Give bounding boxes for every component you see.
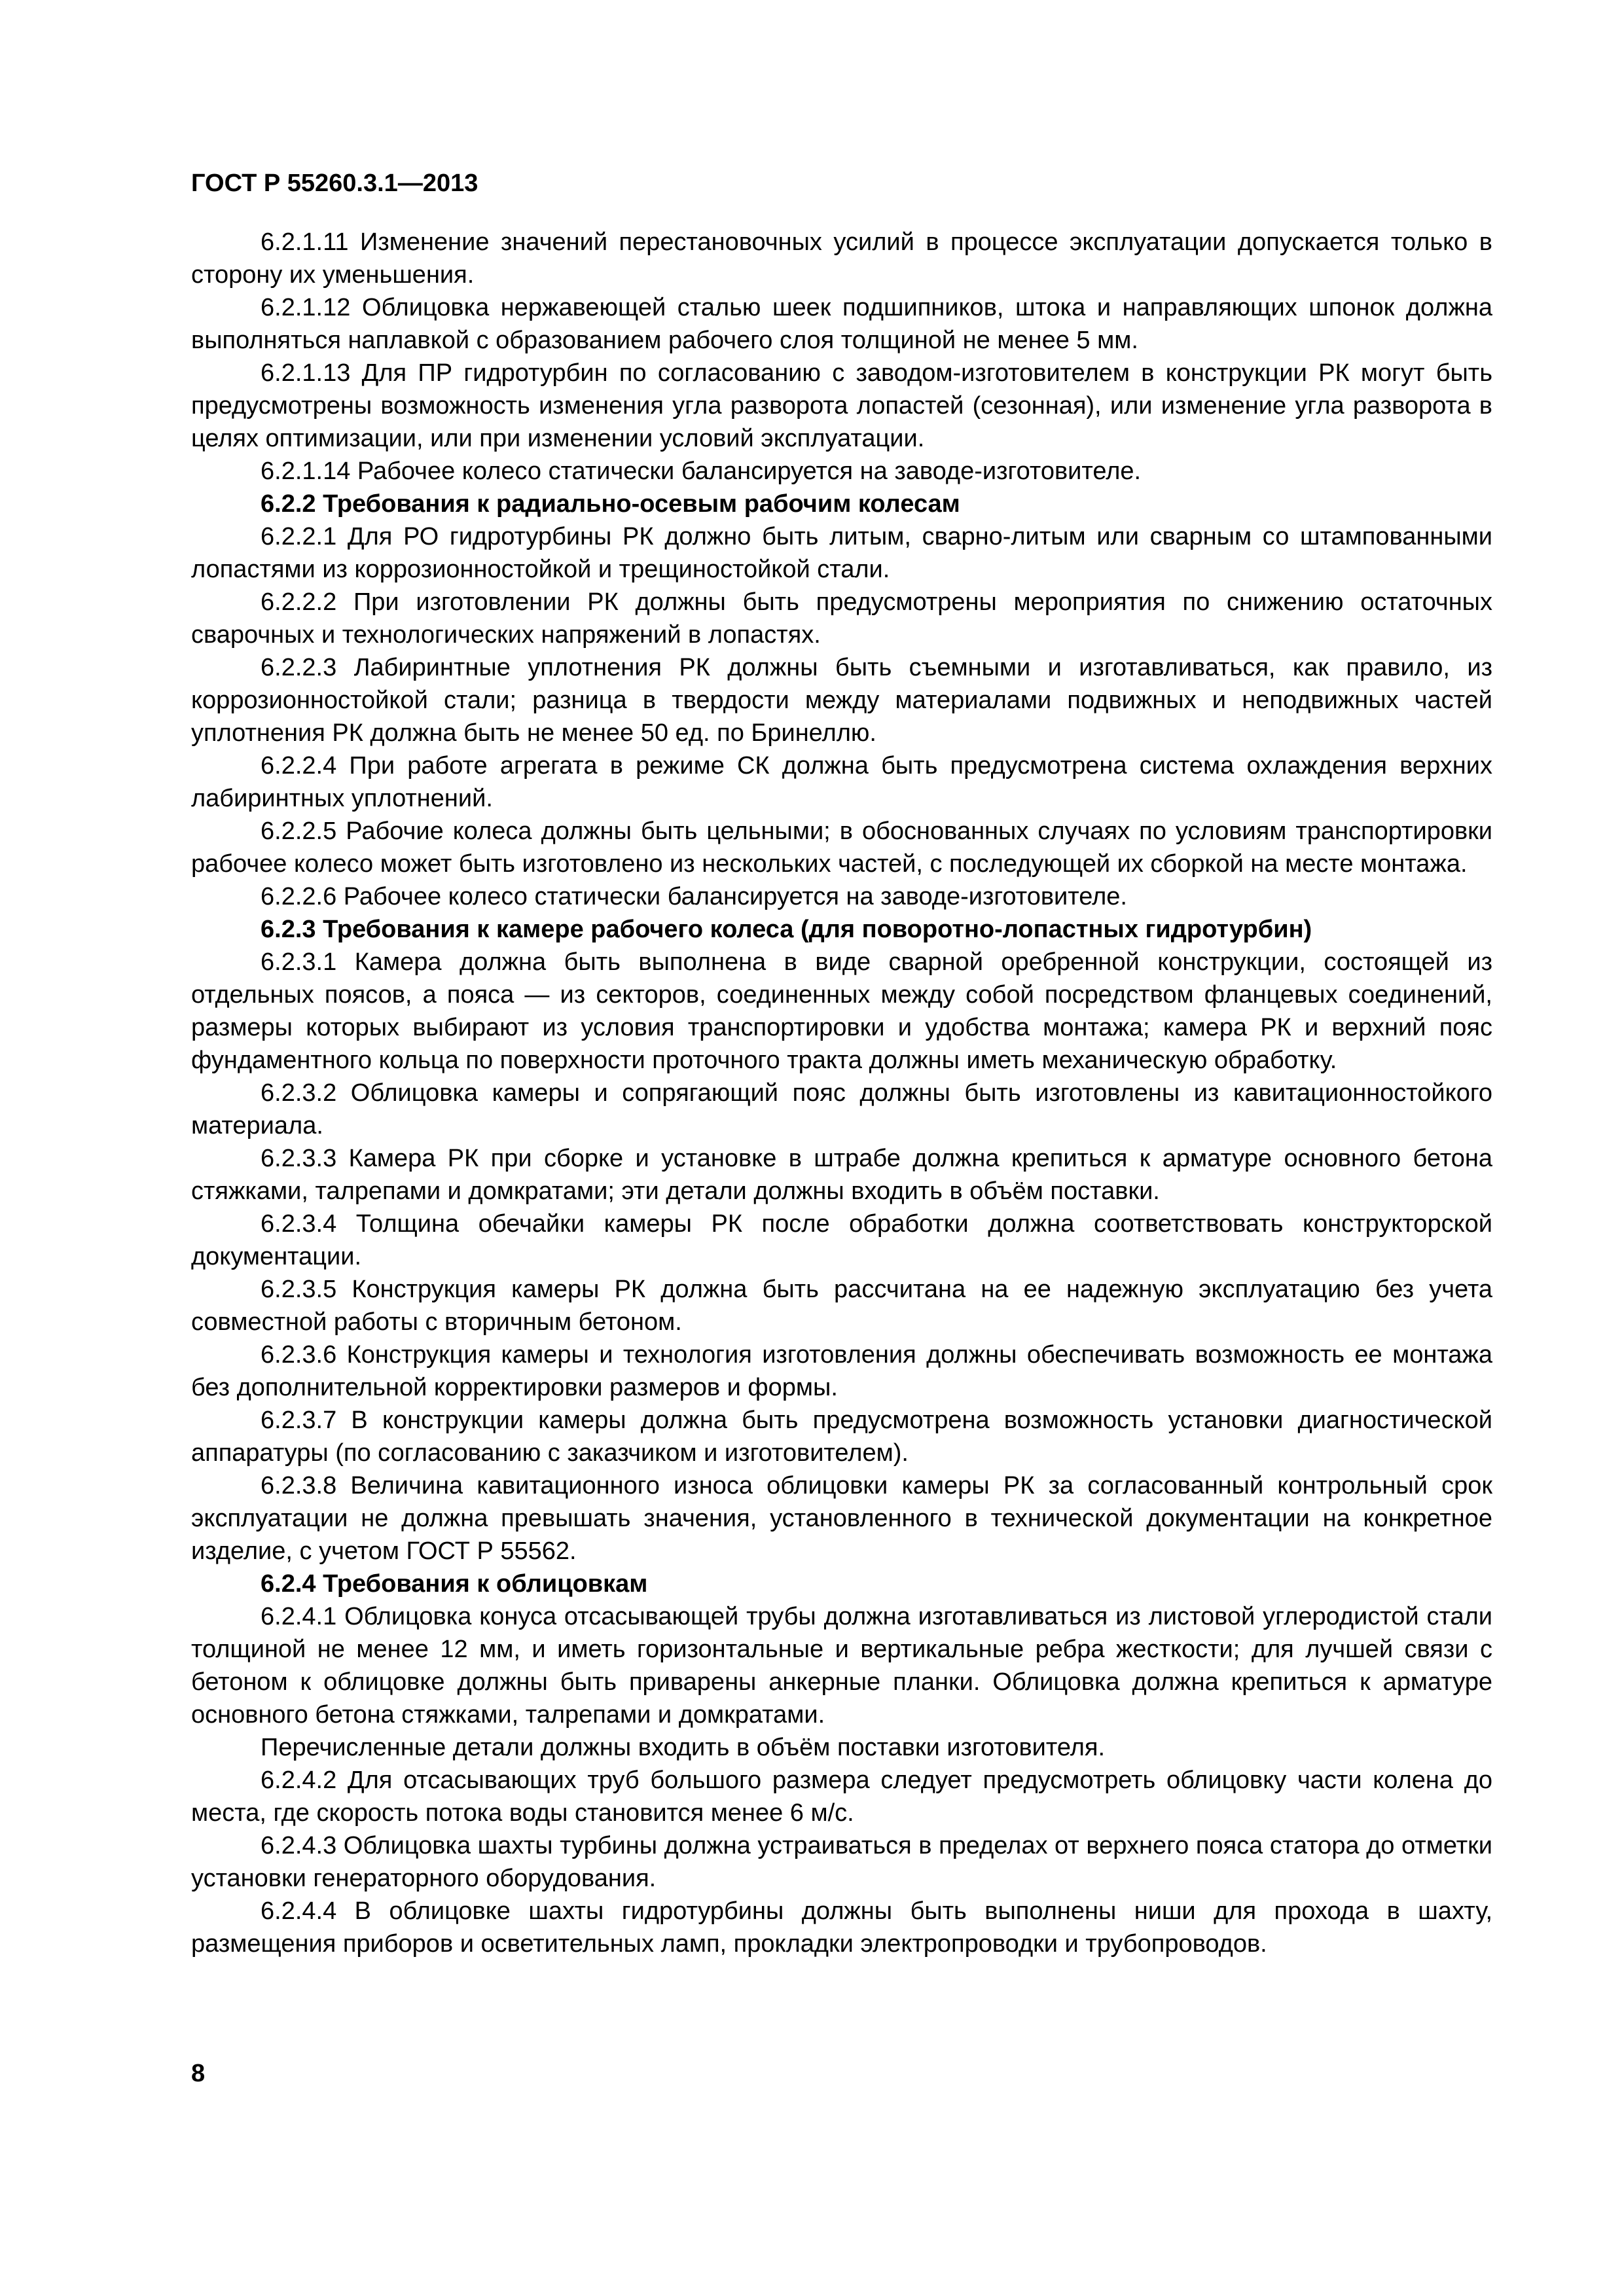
paragraph: 6.2.4.3 Облицовка шахты турбины должна устраиваться в пределах от верхнего пояса статора до отметки установки генераторного оборудования. bbox=[191, 1832, 1492, 1892]
paragraph: 6.2.1.13 Для ПР гидротурбин по согласованию с заводом-изготовителем в конструкции РК могут быть предусмотрены возможность изменения угла разворота лопастей (сезонная), или изменение угла разворота в целях оптимизации, или при изменении условий эксплуатации. bbox=[191, 359, 1492, 452]
paragraph: 6.2.3.2 Облицовка камеры и сопрягающий пояс должны быть изготовлены из кавитационностойкого материала. bbox=[191, 1079, 1492, 1139]
paragraph: 6.2.1.14 Рабочее колесо статически балансируется на заводе-изготовителе. bbox=[261, 457, 1142, 485]
paragraph: 6.2.2.2 При изготовлении РК должны быть предусмотрены мероприятия по снижению остаточных сварочных и технологических напряжений в лопастях. bbox=[191, 588, 1492, 649]
page-number: 8 bbox=[191, 2060, 206, 2087]
paragraph: 6.2.2.1 Для РО гидротурбины РК должно быть литым, сварно-литым или сварным со штампованными лопастями из коррозионностойкой и трещиностойкой стали. bbox=[191, 523, 1492, 583]
paragraph: 6.2.1.11 Изменение значений перестановочных усилий в процессе эксплуатации допускается только в сторону их уменьшения. bbox=[191, 228, 1492, 289]
section-heading: 6.2.2 Требования к радиально-осевым рабочим колесам bbox=[261, 490, 960, 518]
paragraph: 6.2.2.5 Рабочие колеса должны быть цельными; в обоснованных случаях по условиям транспортировки рабочее колесо может быть изготовлено из нескольких частей, с последующей их сборкой на месте монтажа. bbox=[191, 817, 1492, 878]
paragraph: 6.2.3.1 Камера должна быть выполнена в виде сварной оребренной конструкции, состоящей из отдельных поясов, а пояса — из секторов, соединенных между собой посредством фланцевых соединений, размеры которых выбирают из условия транспортировки и удобства монтажа; камера РК и верхний пояс фундаментного кольца по поверхности проточного тракта должны иметь механическую обработку. bbox=[191, 948, 1492, 1074]
paragraph: Перечисленные детали должны входить в объём поставки изготовителя. bbox=[261, 1734, 1106, 1761]
paragraph: 6.2.3.4 Толщина обечайки камеры РК после обработки должна соответствовать конструкторской документации. bbox=[191, 1210, 1492, 1270]
document-header: ГОСТ Р 55260.3.1—2013 bbox=[191, 170, 478, 197]
paragraph: 6.2.4.2 Для отсасывающих труб большого размера следует предусмотреть облицовку части колена до места, где скорость потока воды становится менее 6 м/с. bbox=[191, 1767, 1492, 1827]
paragraph: 6.2.4.1 Облицовка конуса отсасывающей трубы должна изготавливаться из листовой углеродистой стали толщиной не менее 12 мм, и иметь горизонтальные и вертикальные ребра жесткости; для лучшей связи с бетоном к облицовке должны быть приварены анкерные планки. Облицовка должна крепиться к арматуре основного бетона стяжками, талрепами и домкратами. bbox=[191, 1603, 1492, 1729]
paragraph: 6.2.2.3 Лабиринтные уплотнения РК должны быть съемными и изготавливаться, как правило, из коррозионностойкой стали; разница в твердости между материалами подвижных и неподвижных частей уплотнения РК должна быть не менее 50 ед. по Бринеллю. bbox=[191, 654, 1492, 747]
paragraph: 6.2.4.4 В облицовке шахты гидротурбины должны быть выполнены ниши для прохода в шахту, размещения приборов и осветительных ламп, прокладки электропроводки и трубопроводов. bbox=[191, 1897, 1492, 1958]
paragraph: 6.2.3.7 В конструкции камеры должна быть предусмотрена возможность установки диагностической аппаратуры (по согласованию с заказчиком и изготовителем). bbox=[191, 1407, 1492, 1467]
section-heading: 6.2.4 Требования к облицовкам bbox=[261, 1570, 648, 1598]
paragraph: 6.2.3.6 Конструкция камеры и технология изготовления должны обеспечивать возможность ее монтажа без дополнительной корректировки размеров и формы. bbox=[191, 1341, 1492, 1401]
paragraph: 6.2.2.6 Рабочее колесо статически балансируется на заводе-изготовителе. bbox=[261, 883, 1127, 910]
section-heading: 6.2.3 Требования к камере рабочего колеса (для поворотно-лопастных гидротурбин) bbox=[261, 916, 1312, 943]
paragraph: 6.2.3.5 Конструкция камеры РК должна быть рассчитана на ее надежную эксплуатацию без учета совместной работы с вторичным бетоном. bbox=[191, 1276, 1492, 1336]
document-body bbox=[191, 226, 1492, 1960]
paragraph: 6.2.1.12 Облицовка нержавеющей сталью шеек подшипников, штока и направляющих шпонок должна выполняться наплавкой с образованием рабочего слоя толщиной не менее 5 мм. bbox=[191, 294, 1492, 354]
paragraph: 6.2.3.8 Величина кавитационного износа облицовки камеры РК за согласованный контрольный срок эксплуатации не должна превышать значения, установленного в технической документации на конкретное изделие, с учетом ГОСТ Р 55562. bbox=[191, 1472, 1492, 1565]
paragraph: 6.2.2.4 При работе агрегата в режиме СК должна быть предусмотрена система охлаждения верхних лабиринтных уплотнений. bbox=[191, 752, 1492, 812]
paragraph: 6.2.3.3 Камера РК при сборке и установке в штрабе должна крепиться к арматуре основного бетона стяжками, талрепами и домкратами; эти детали должны входить в объём поставки. bbox=[191, 1145, 1492, 1205]
